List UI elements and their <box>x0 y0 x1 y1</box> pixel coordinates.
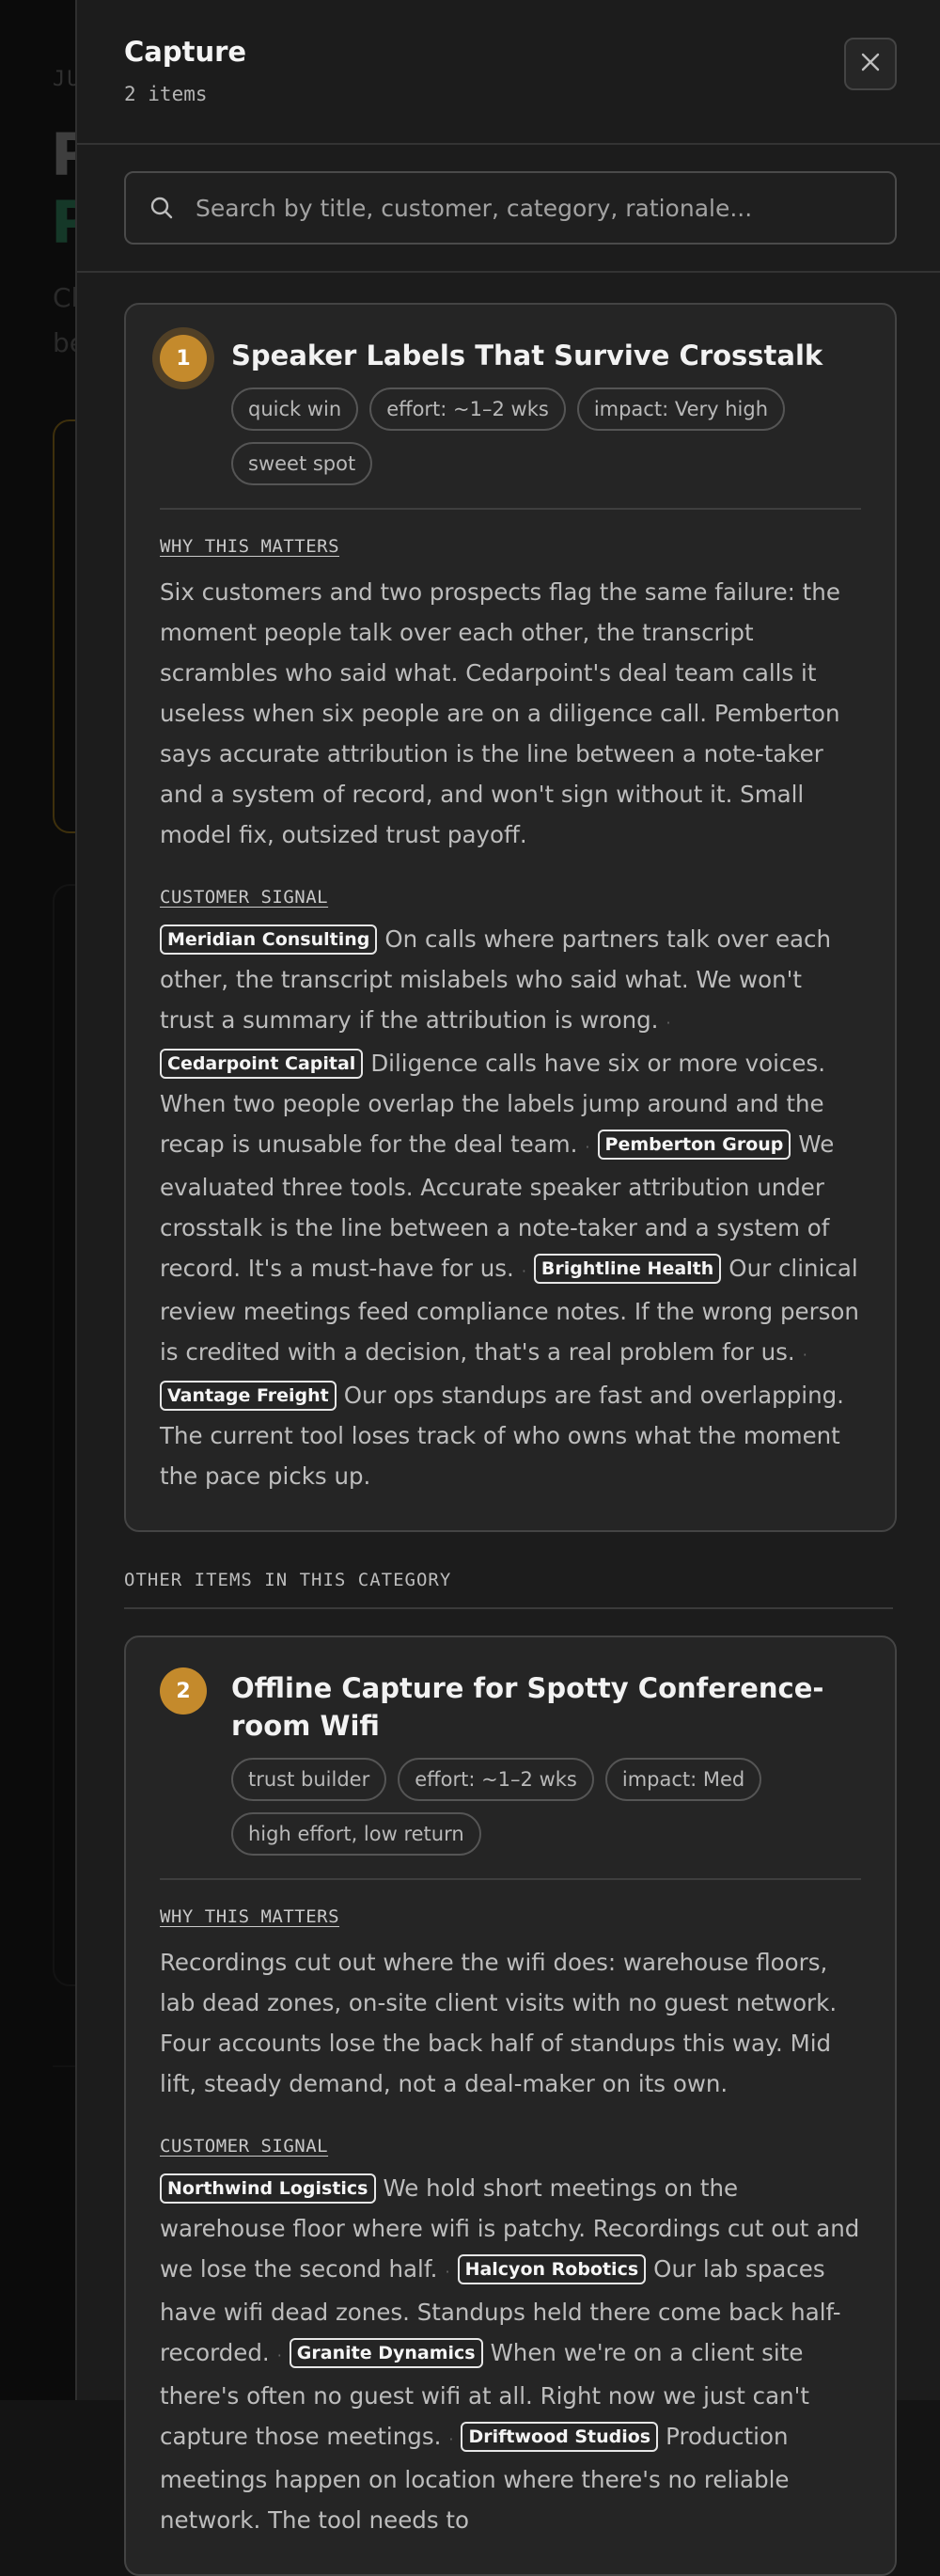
drawer-header <box>77 0 940 145</box>
signal-quotes <box>160 2168 861 2540</box>
item-card[interactable] <box>124 303 897 1532</box>
customer-quote: On calls where partners talk over each other, the transcript mislabels who said what. We won't trust a summary if the attribution is wrong. <box>160 925 832 1034</box>
tag: impact: Very high <box>577 387 785 431</box>
separator-dot: · <box>585 1138 590 1156</box>
tag: effort: ~1–2 wks <box>369 387 566 431</box>
customer-chip[interactable]: Halcyon Robotics <box>458 2254 647 2284</box>
customer-quote: Our ops standups are fast and overlapping. The current tool loses track of who owns what the moment the pace picks up. <box>160 1382 844 1490</box>
customer-chip[interactable]: Northwind Logistics <box>160 2173 376 2204</box>
why-text: Six customers and two prospects flag the same failure: the moment people talk over each other, the transcript scrambles who said what. Cedarpoint's deal team calls it useless when six people are on a diligence call. Pemberton says accurate attribution is the line between a note-taker and a system of record, and won't sign without it. Small model fix, outsized trust payoff. <box>160 578 840 848</box>
search-input[interactable] <box>196 195 895 222</box>
separator-dot: · <box>666 1014 671 1032</box>
item-card-header <box>160 333 861 485</box>
item-card-header <box>160 1666 861 1856</box>
tag: high effort, low return <box>231 1812 481 1856</box>
customer-chip[interactable]: Cedarpoint Capital <box>160 1049 363 1079</box>
item-count: 2 items <box>124 83 208 105</box>
customer-chip[interactable]: Pemberton Group <box>598 1130 791 1160</box>
item-title: Offline Capture for Spotty Conference-room Wifi <box>231 1672 824 1742</box>
close-icon <box>859 51 882 77</box>
drawer-title: Capture <box>124 36 247 68</box>
customer-quote: We hold short meetings on the warehouse floor where wifi is patchy. Recordings cut out and we lose the second half. <box>160 2174 860 2283</box>
tag: trust builder <box>231 1758 386 1801</box>
customer-quote: We evaluated three tools. Accurate speaker attribution under crosstalk is the line between a note-taker and a system of record. It's a must-have for us. <box>160 1130 835 1282</box>
close-button[interactable] <box>844 38 897 90</box>
card-divider <box>160 1878 861 1880</box>
other-items-label: OTHER ITEMS IN THIS CATEGORY <box>124 1570 893 1609</box>
rank-badge: 2 <box>160 1667 207 1715</box>
item-title: Speaker Labels That Survive Crosstalk <box>231 340 823 371</box>
item-card[interactable] <box>124 1636 897 2576</box>
customer-signal-section <box>160 2136 861 2540</box>
customer-signal-section <box>160 887 861 1496</box>
separator-dot: · <box>276 2347 282 2364</box>
search-icon <box>149 195 175 221</box>
capture-drawer <box>75 0 940 2534</box>
tag: sweet spot <box>231 442 372 485</box>
tag: effort: ~1–2 wks <box>398 1758 594 1801</box>
customer-quote: Our lab spaces have wifi dead zones. Standups held there come back half-recorded. <box>160 2255 841 2366</box>
customer-quote: When we're on a client site there's often no guest wifi at all. Right now we just can't capture those meetings. <box>160 2339 809 2450</box>
search-section <box>77 145 940 273</box>
card-divider <box>160 508 861 510</box>
customer-chip[interactable]: Vantage Freight <box>160 1381 337 1411</box>
why-label: WHY THIS MATTERS <box>160 1906 340 1927</box>
why-label: WHY THIS MATTERS <box>160 536 340 557</box>
tag: quick win <box>231 387 358 431</box>
tag: impact: Med <box>605 1758 761 1801</box>
customer-chip[interactable]: Meridian Consulting <box>160 925 377 955</box>
customer-chip[interactable]: Granite Dynamics <box>290 2338 483 2368</box>
search-box[interactable] <box>124 171 897 245</box>
customer-chip[interactable]: Brightline Health <box>534 1254 721 1284</box>
tag-list <box>231 1758 833 1856</box>
tag-list <box>231 387 833 485</box>
signal-label: CUSTOMER SIGNAL <box>160 887 329 908</box>
customer-quote: Our clinical review meetings feed compliance notes. If the wrong person is credited with a decision, that's a real problem for us. <box>160 1255 859 1366</box>
rank-badge: 1 <box>160 335 207 382</box>
customer-quote: Diligence calls have six or more voices. When two people overlap the labels jump around and the recap is unusable for the deal team. <box>160 1050 825 1158</box>
signal-label: CUSTOMER SIGNAL <box>160 2136 329 2157</box>
customer-chip[interactable]: Driftwood Studios <box>461 2422 658 2452</box>
separator-dot: · <box>802 1346 807 1364</box>
signal-quotes <box>160 919 861 1496</box>
drawer-content <box>77 273 940 2576</box>
separator-dot: · <box>448 2430 454 2448</box>
why-text: Recordings cut out where the wifi does: warehouse floors, lab dead zones, on-site client visits with no guest network. Four accounts lose the back half of standups this way. Mid lift, steady demand, not a deal-maker on its own. <box>160 1949 838 2097</box>
separator-dot: · <box>445 2263 450 2281</box>
separator-dot: · <box>521 1262 526 1280</box>
customer-quote: Production meetings happen on location where there's no reliable network. The tool needs to <box>160 2423 790 2534</box>
